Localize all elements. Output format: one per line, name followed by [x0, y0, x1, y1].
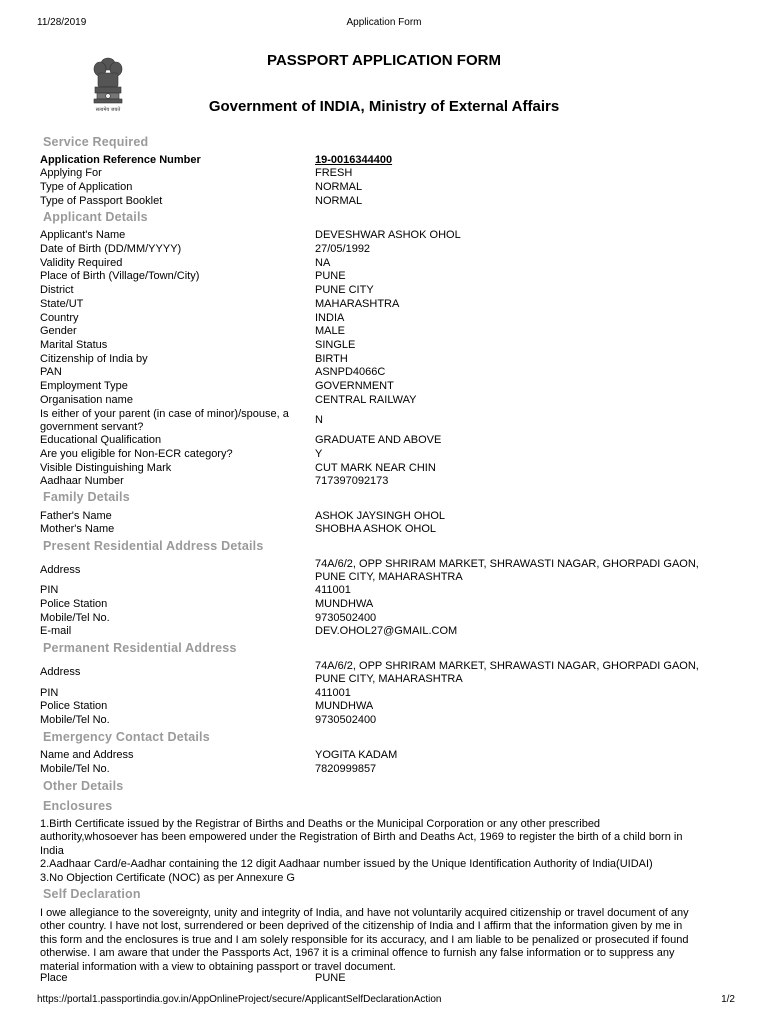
field-value: SINGLE — [315, 339, 356, 351]
field-value: MAHARASHTRA — [315, 298, 400, 310]
field-label: PIN — [40, 687, 59, 699]
field-value: CUT MARK NEAR CHIN — [315, 462, 436, 474]
field-label: Date of Birth (DD/MM/YYYY) — [40, 243, 182, 255]
section-permanent-address: Permanent Residential Address — [43, 641, 237, 655]
field-label: Place of Birth (Village/Town/City) — [40, 270, 200, 282]
declaration-line: otherwise. I am aware that under the Passports Act, 1967 it is a criminal offence to furnish any false information or to suppress any — [40, 947, 675, 960]
field-label: PIN — [40, 584, 59, 596]
section-present-address: Present Residential Address Details — [43, 539, 264, 553]
field-value: MUNDHWA — [315, 700, 374, 712]
field-value: PUNE CITY, MAHARASHTRA — [315, 571, 463, 583]
field-value: N — [315, 414, 323, 426]
field-label: Gender — [40, 325, 77, 337]
field-value: NORMAL — [315, 195, 363, 207]
field-label: PAN — [40, 366, 62, 378]
section-other-details: Other Details — [43, 779, 124, 793]
field-value: NORMAL — [315, 181, 363, 193]
field-label: State/UT — [40, 298, 84, 310]
field-value: PUNE CITY, MAHARASHTRA — [315, 673, 463, 685]
section-self-declaration: Self Declaration — [43, 887, 141, 901]
field-value: PUNE — [315, 972, 346, 984]
field-label: Police Station — [40, 598, 108, 610]
field-value: 7820999857 — [315, 763, 377, 775]
field-label: Mobile/Tel No. — [40, 714, 110, 726]
field-label: Mobile/Tel No. — [40, 763, 110, 775]
print-title: Application Form — [346, 17, 422, 28]
field-value: 411001 — [315, 687, 351, 699]
field-label: Organisation name — [40, 394, 133, 406]
field-value: 27/05/1992 — [315, 243, 371, 255]
declaration-line: I owe allegiance to the sovereignty, unity and integrity of India, and have not voluntarily acquired citizenship or travel document of any — [40, 907, 689, 919]
enclosure-line: India — [40, 844, 64, 857]
field-label: Employment Type — [40, 380, 128, 392]
field-label: Mobile/Tel No. — [40, 612, 110, 624]
section-applicant-details: Applicant Details — [43, 210, 148, 224]
form-subtitle: Government of INDIA, Ministry of External Affairs — [208, 98, 560, 115]
field-label: Visible Distinguishing Mark — [40, 462, 172, 474]
field-value: GRADUATE AND ABOVE — [315, 434, 442, 446]
field-value: ASHOK JAYSINGH OHOL — [315, 510, 445, 522]
field-value: 74A/6/2, OPP SHRIRAM MARKET, SHRAWASTI NAGAR, GHORPADI GAON, — [315, 660, 699, 672]
field-label: District — [40, 284, 74, 296]
field-label: Address — [40, 564, 81, 576]
field-value: INDIA — [315, 312, 345, 324]
section-emergency-contact: Emergency Contact Details — [43, 730, 210, 744]
field-value: BIRTH — [315, 353, 348, 365]
field-label: Educational Qualification — [40, 434, 162, 446]
field-label: Are you eligible for Non-ECR category? — [40, 448, 233, 460]
field-label: Aadhaar Number — [40, 475, 124, 487]
field-value: 717397092173 — [315, 475, 389, 487]
section-enclosures: Enclosures — [43, 799, 113, 813]
field-label: Name and Address — [40, 749, 134, 761]
field-value: MALE — [315, 325, 345, 337]
field-label: Application Reference Number — [40, 154, 201, 166]
declaration-line: material information with a view to obtaining passport or travel document. — [40, 960, 396, 973]
field-label: government servant? — [40, 421, 144, 433]
print-page-number: 1/2 — [721, 994, 735, 1005]
field-value: YOGITA KADAM — [315, 749, 398, 761]
enclosure-line: 1.Birth Certificate issued by the Registrar of Births and Deaths or the Municipal Corporation or any other prescribed — [40, 818, 601, 830]
field-label: Type of Application — [40, 181, 133, 193]
print-url: https://portal1.passportindia.gov.in/AppOnlineProject/secure/ApplicantSelfDeclarationAction — [37, 994, 442, 1005]
field-label: Mother's Name — [40, 523, 115, 535]
field-value: 411001 — [315, 584, 351, 596]
field-label: Type of Passport Booklet — [40, 195, 163, 207]
print-date: 11/28/2019 — [37, 17, 87, 28]
field-value: Y — [315, 448, 323, 460]
field-value: MUNDHWA — [315, 598, 374, 610]
enclosures-list — [40, 818, 730, 885]
enclosure-line: 3.No Objection Certificate (NOC) as per Annexure G — [40, 871, 295, 884]
field-value: 74A/6/2, OPP SHRIRAM MARKET, SHRAWASTI NAGAR, GHORPADI GAON, — [315, 558, 699, 570]
field-label: Validity Required — [40, 257, 123, 269]
field-value: PUNE CITY — [315, 284, 374, 296]
field-label: Applicant's Name — [40, 229, 126, 241]
section-family-details: Family Details — [43, 490, 130, 504]
field-value: CENTRAL RAILWAY — [315, 394, 417, 406]
field-value: FRESH — [315, 167, 353, 179]
emblem-caption: सत्यमेव जयते — [95, 107, 121, 113]
field-label: Country — [40, 312, 79, 324]
field-label: E-mail — [40, 625, 72, 637]
field-value: 19-0016344400 — [315, 154, 393, 166]
declaration-line: other country. I have not lost, surrendered or been deprived of the citizenship of India and I affirm that the information given by me in — [40, 920, 683, 933]
field-value: PUNE — [315, 270, 346, 282]
declaration-line: this form and the enclosures is true and I am solely responsible for its accuracy, and I am liable to be penalized or prosecuted if found — [40, 933, 689, 946]
field-value: GOVERNMENT — [315, 380, 394, 392]
field-label: Police Station — [40, 700, 108, 712]
field-value: 9730502400 — [315, 612, 377, 624]
field-label: Father's Name — [40, 510, 112, 522]
field-label: Citizenship of India by — [40, 353, 148, 365]
declaration-text — [40, 907, 730, 974]
field-label: Applying For — [40, 167, 102, 179]
field-value: ASNPD4066C — [315, 366, 386, 378]
field-label: Marital Status — [40, 339, 108, 351]
field-value: SHOBHA ASHOK OHOL — [315, 523, 437, 535]
field-value: NA — [315, 257, 331, 269]
section-service-required: Service Required — [43, 135, 149, 149]
field-value: 9730502400 — [315, 714, 377, 726]
field-label: Address — [40, 666, 81, 678]
enclosure-line: 2.Aadhaar Card/e-Aadhar containing the 12 digit Aadhaar number issued by the Unique Identification Authority of India(UIDAI) — [40, 858, 653, 871]
field-value: DEV.OHOL27@GMAIL.COM — [315, 625, 458, 637]
field-label: Is either of your parent (in case of minor)/spouse, a — [40, 408, 289, 420]
field-value: DEVESHWAR ASHOK OHOL — [315, 229, 461, 241]
form-title: PASSPORT APPLICATION FORM — [267, 52, 501, 69]
enclosure-line: authority,whosoever has been empowered under the Registration of Birth and Deaths Act, 1969 to register the birth of a child born in — [40, 831, 683, 844]
field-label: Place — [40, 972, 68, 984]
